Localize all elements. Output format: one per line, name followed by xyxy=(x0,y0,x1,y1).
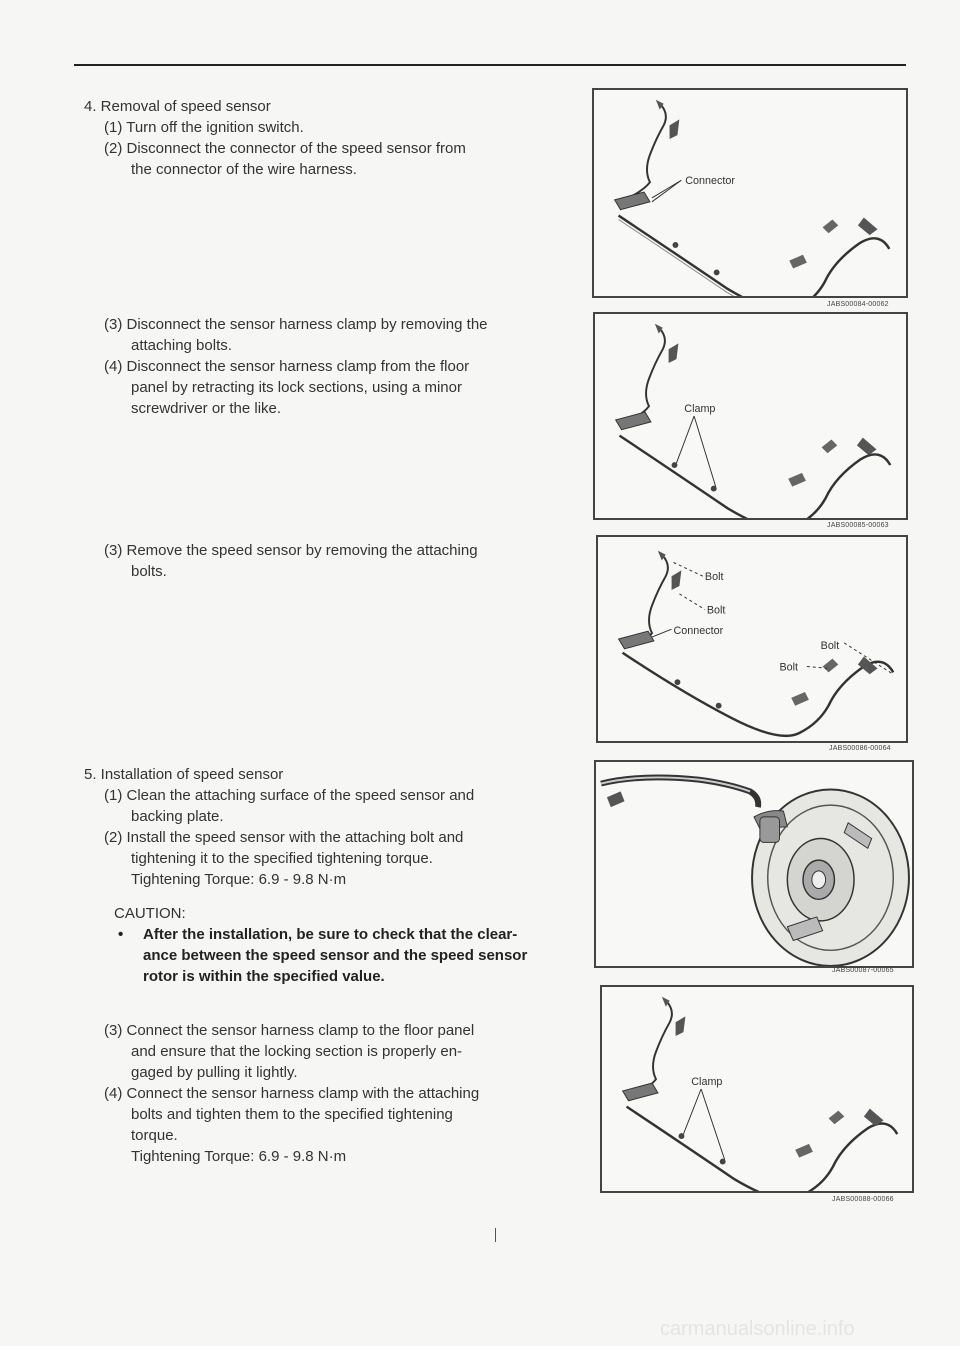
caution-line-3: rotor is within the specified value. xyxy=(143,968,385,985)
label-bolt-4: Bolt xyxy=(779,661,799,674)
header-rule xyxy=(74,64,906,66)
install-step-1-line-1: (1) Clean the attaching surface of the speed sensor and xyxy=(104,787,475,804)
figure-code-5: JABS00088-00066 xyxy=(832,1196,894,1203)
removal-step-2-line-1: (2) Disconnect the connector of the speed sensor from xyxy=(104,140,466,157)
figure-code-4: JABS00087-00065 xyxy=(832,967,894,974)
figure-code-3: JABS00086-00064 xyxy=(829,745,891,752)
label-clamp: Clamp xyxy=(691,1076,723,1089)
caution-title: CAUTION: xyxy=(114,905,186,922)
install-step-3-line-2: and ensure that the locking section is properly en- xyxy=(131,1043,463,1060)
removal-step-5-line-1: (3) Remove the speed sensor by removing the attaching xyxy=(104,542,478,559)
install-torque-2: Tightening Torque: 6.9 - 9.8 N·m xyxy=(131,1148,347,1165)
caution-line-2: ance between the speed sensor and the speed sensor xyxy=(143,947,528,964)
install-step-2-line-2: tightening it to the specified tightening torque. xyxy=(131,850,433,867)
section-5-heading: 5. Installation of speed sensor xyxy=(84,766,284,783)
section-4-heading: 4. Removal of speed sensor xyxy=(84,98,271,115)
install-step-4-line-3: torque. xyxy=(131,1127,178,1144)
label-bolt-1: Bolt xyxy=(704,571,724,584)
removal-step-4-line-3: screwdriver or the like. xyxy=(131,400,282,417)
figure-code-1: JABS00084-00062 xyxy=(827,301,889,308)
caution-line-1: After the installation, be sure to check that the clear- xyxy=(143,926,518,943)
removal-step-1: (1) Turn off the ignition switch. xyxy=(104,119,304,136)
figure-code-2: JABS00085-00063 xyxy=(827,522,889,529)
label-connector: Connector xyxy=(685,175,736,188)
harness-illustration xyxy=(602,987,912,1191)
label-connector: Connector xyxy=(673,625,724,638)
install-step-3-line-1: (3) Connect the sensor harness clamp to the floor panel xyxy=(104,1022,475,1039)
label-clamp: Clamp xyxy=(684,403,716,416)
harness-illustration xyxy=(598,537,906,741)
figure-backing-plate xyxy=(594,760,914,968)
install-step-2-line-1: (2) Install the speed sensor with the attaching bolt and xyxy=(104,829,464,846)
label-bolt-2: Bolt xyxy=(706,604,726,617)
harness-illustration xyxy=(595,314,906,518)
removal-step-3-line-1: (3) Disconnect the sensor harness clamp by removing the xyxy=(104,316,488,333)
install-step-3-line-3: gaged by pulling it lightly. xyxy=(131,1064,298,1081)
removal-step-4-line-1: (4) Disconnect the sensor harness clamp from the floor xyxy=(104,358,470,375)
figure-clamp-1 xyxy=(593,312,908,520)
install-step-4-line-2: bolts and tighten them to the specified tightening xyxy=(131,1106,453,1123)
harness-illustration xyxy=(594,90,906,296)
watermark: carmanualsonline.info xyxy=(660,1318,855,1340)
backing-plate-illustration xyxy=(596,762,912,966)
page-footer-mark xyxy=(495,1228,496,1242)
figure-bolts xyxy=(596,535,908,743)
figure-connector xyxy=(592,88,908,298)
caution-bullet: • xyxy=(118,926,124,943)
removal-step-2-line-2: the connector of the wire harness. xyxy=(131,161,357,178)
removal-step-3-line-2: attaching bolts. xyxy=(131,337,232,354)
removal-step-4-line-2: panel by retracting its lock sections, using a minor xyxy=(131,379,462,396)
removal-step-5-line-2: bolts. xyxy=(131,563,167,580)
install-step-1-line-2: backing plate. xyxy=(131,808,224,825)
figure-clamp-2 xyxy=(600,985,914,1193)
install-torque-1: Tightening Torque: 6.9 - 9.8 N·m xyxy=(131,871,347,888)
install-step-4-line-1: (4) Connect the sensor harness clamp with the attaching xyxy=(104,1085,480,1102)
label-bolt-3: Bolt xyxy=(820,639,840,652)
